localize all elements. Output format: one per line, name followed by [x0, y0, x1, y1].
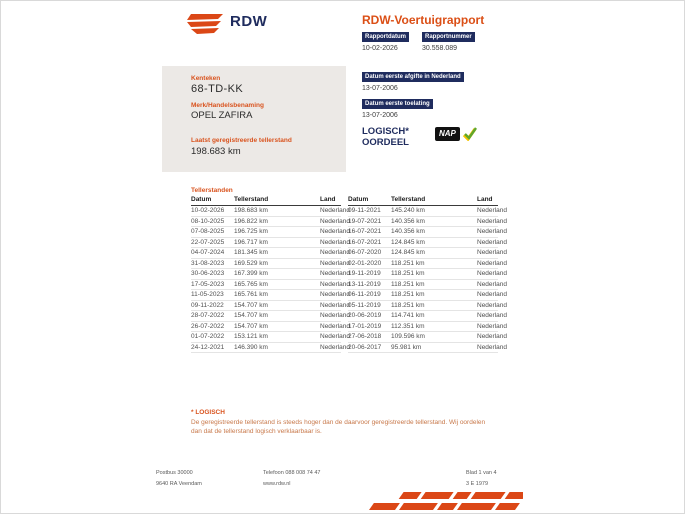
afgifte-value: 13-07-2006	[362, 85, 398, 92]
table-row	[191, 343, 350, 354]
rdw-flag-icon	[185, 11, 227, 35]
footer-phone: Telefoon 088 008 74 47	[263, 470, 321, 476]
cell-land: Nederland	[477, 312, 507, 320]
cell-land: Nederland	[477, 270, 507, 278]
cell-tellerstand: 124.845 km	[391, 238, 425, 246]
cell-datum: 11-05-2023	[191, 291, 224, 299]
tellerstanden-table-right	[348, 196, 507, 353]
table-row	[191, 269, 350, 280]
logisch-footnote-title: * LOGISCH	[191, 409, 225, 416]
cell-tellerstand: 154.707 km	[234, 301, 268, 309]
cell-land: Nederland	[320, 238, 350, 246]
kenteken-value: 68-TD-KK	[191, 83, 244, 95]
cell-land: Nederland	[477, 280, 507, 288]
cell-tellerstand: 118.251 km	[391, 270, 425, 278]
logisch-footnote-text: De geregistreerde tellerstand is steeds hoger dan de daarvoor geregistreerde tellerstand. Wij oordelen dan dat de tellerstand logisch verklaarbaar is.	[191, 419, 486, 435]
nap-logo-text: NAP	[435, 127, 460, 141]
cell-tellerstand: 153.121 km	[234, 333, 268, 341]
cell-land: Nederland	[477, 301, 507, 309]
table-row	[191, 259, 350, 270]
cell-tellerstand: 140.356 km	[391, 228, 425, 236]
cell-datum: 17-05-2023	[191, 280, 225, 288]
cell-land: Nederland	[320, 343, 350, 351]
cell-datum: 09-11-2022	[191, 301, 224, 309]
cell-land: Nederland	[477, 228, 507, 236]
cell-datum: 30-06-2023	[191, 270, 225, 278]
cell-datum: 10-02-2026	[191, 207, 225, 215]
table-row	[191, 238, 350, 249]
cell-datum: 22-07-2025	[191, 238, 225, 246]
cell-datum: 20-06-2017	[348, 343, 382, 351]
cell-land: Nederland	[320, 259, 350, 267]
toelating-label: Datum eerste toelating	[362, 99, 433, 109]
header-datum: Datum	[191, 196, 212, 203]
cell-tellerstand: 154.707 km	[234, 312, 268, 320]
cell-datum: 06-11-2019	[348, 291, 381, 299]
table-row	[348, 322, 507, 333]
cell-tellerstand: 196.725 km	[234, 228, 268, 236]
kenteken-label: Kenteken	[191, 75, 221, 82]
tellerstanden-table	[191, 196, 507, 356]
header-tellerstand: Tellerstand	[391, 196, 426, 203]
table-row	[348, 332, 507, 343]
oordeel-line2: OORDEEL	[362, 137, 409, 148]
header-land: Land	[320, 196, 336, 203]
cell-tellerstand: 118.251 km	[391, 301, 425, 309]
cell-land: Nederland	[320, 291, 350, 299]
table-row	[348, 290, 507, 301]
table-row	[348, 206, 507, 217]
table-row	[348, 238, 507, 249]
table-row	[191, 217, 350, 228]
cell-datum: 06-07-2020	[348, 249, 382, 257]
cell-land: Nederland	[320, 249, 350, 257]
header-land: Land	[477, 196, 493, 203]
toelating-value: 13-07-2006	[362, 112, 398, 119]
table-row	[348, 343, 507, 354]
header-datum: Datum	[348, 196, 369, 203]
table-row	[348, 311, 507, 322]
cell-datum: 13-11-2019	[348, 280, 381, 288]
cell-land: Nederland	[477, 207, 507, 215]
table-body-left	[191, 206, 350, 353]
cell-tellerstand: 181.345 km	[234, 249, 268, 257]
table-body-right	[348, 206, 507, 353]
cell-land: Nederland	[320, 312, 350, 320]
cell-datum: 04-07-2024	[191, 249, 225, 257]
cell-datum: 24-12-2021	[191, 343, 225, 351]
table-row	[348, 259, 507, 270]
table-row	[191, 332, 350, 343]
footer-page-number: Blad 1 van 4	[466, 470, 497, 476]
table-header-row	[191, 196, 341, 206]
rapportdatum-label: Rapportdatum	[362, 32, 409, 42]
table-row	[191, 280, 350, 291]
table-row	[191, 301, 350, 312]
laatste-tellerstand-label: Laatst geregistreerde tellerstand	[191, 137, 292, 144]
cell-datum: 19-11-2019	[348, 270, 381, 278]
cell-tellerstand: 146.390 km	[234, 343, 268, 351]
cell-land: Nederland	[320, 228, 350, 236]
table-row	[191, 248, 350, 259]
cell-land: Nederland	[477, 259, 507, 267]
cell-land: Nederland	[477, 217, 507, 225]
cell-tellerstand: 114.741 km	[391, 312, 425, 320]
cell-land: Nederland	[320, 217, 350, 225]
cell-land: Nederland	[477, 238, 507, 246]
cell-tellerstand: 198.683 km	[234, 207, 268, 215]
cell-datum: 07-08-2025	[191, 228, 225, 236]
cell-land: Nederland	[320, 270, 350, 278]
cell-land: Nederland	[477, 322, 507, 330]
cell-tellerstand: 124.845 km	[391, 249, 425, 257]
cell-datum: 16-07-2021	[348, 228, 382, 236]
cell-land: Nederland	[320, 280, 350, 288]
table-row	[348, 301, 507, 312]
nap-logo	[435, 127, 477, 141]
cell-tellerstand: 165.765 km	[234, 280, 268, 288]
footer-address-line1: Postbus 30000	[156, 470, 193, 476]
rapportdatum-value: 10-02-2026	[362, 45, 398, 52]
header-tellerstand: Tellerstand	[234, 196, 269, 203]
table-row	[191, 206, 350, 217]
cell-datum: 20-06-2019	[348, 312, 382, 320]
cell-datum: 17-01-2019	[348, 322, 382, 330]
cell-tellerstand: 109.596 km	[391, 333, 425, 341]
cell-tellerstand: 196.822 km	[234, 217, 268, 225]
rdw-stripes-decoration	[363, 490, 523, 514]
cell-datum: 31-08-2023	[191, 259, 225, 267]
cell-tellerstand: 145.240 km	[391, 207, 425, 215]
cell-land: Nederland	[320, 333, 350, 341]
merk-value: OPEL ZAFIRA	[191, 110, 253, 121]
cell-tellerstand: 118.251 km	[391, 280, 425, 288]
table-row	[191, 290, 350, 301]
cell-datum: 02-01-2020	[348, 259, 382, 267]
rapportnummer-label: Rapportnummer	[422, 32, 475, 42]
tellerstanden-table-left	[191, 196, 350, 353]
cell-land: Nederland	[320, 207, 350, 215]
cell-tellerstand: 118.251 km	[391, 291, 425, 299]
cell-land: Nederland	[477, 333, 507, 341]
cell-tellerstand: 169.529 km	[234, 259, 268, 267]
oordeel-line1: LOGISCH*	[362, 126, 409, 137]
cell-land: Nederland	[477, 249, 507, 257]
oordeel-text	[362, 126, 409, 148]
cell-tellerstand: 165.761 km	[234, 291, 268, 299]
cell-datum: 09-11-2021	[348, 207, 381, 215]
footer-form-code: 3 E 1979	[466, 481, 489, 487]
cell-tellerstand: 95.981 km	[391, 343, 422, 351]
cell-tellerstand: 118.251 km	[391, 259, 425, 267]
table-row	[348, 227, 507, 238]
page-title: RDW-Voertuigrapport	[362, 13, 485, 27]
cell-datum: 26-07-2022	[191, 322, 225, 330]
table-header-row	[348, 196, 498, 206]
cell-land: Nederland	[477, 291, 507, 299]
table-row	[348, 248, 507, 259]
cell-datum: 27-06-2018	[348, 333, 382, 341]
table-row	[191, 227, 350, 238]
cell-tellerstand: 196.717 km	[234, 238, 268, 246]
table-row	[348, 280, 507, 291]
cell-datum: 05-11-2019	[348, 301, 381, 309]
afgifte-label: Datum eerste afgifte in Nederland	[362, 72, 464, 82]
cell-land: Nederland	[477, 343, 507, 351]
table-row	[348, 269, 507, 280]
cell-datum: 28-07-2022	[191, 312, 225, 320]
cell-datum: 01-07-2022	[191, 333, 225, 341]
footer-address-line2: 9640 RA Veendam	[156, 481, 202, 487]
table-row	[348, 217, 507, 228]
footer-website-link[interactable]: www.rdw.nl	[263, 481, 291, 487]
cell-tellerstand: 167.399 km	[234, 270, 268, 278]
cell-datum: 19-07-2021	[348, 217, 382, 225]
cell-tellerstand: 140.356 km	[391, 217, 425, 225]
vehicle-summary-panel	[162, 66, 346, 172]
cell-land: Nederland	[320, 301, 350, 309]
rdw-logo-text: RDW	[230, 13, 268, 30]
tellerstanden-section-title: Tellerstanden	[191, 187, 233, 194]
cell-land: Nederland	[320, 322, 350, 330]
cell-datum: 16-07-2021	[348, 238, 382, 246]
cell-tellerstand: 154.707 km	[234, 322, 268, 330]
merk-label: Merk/Handelsbenaming	[191, 102, 264, 109]
rapportnummer-value: 30.558.089	[422, 45, 458, 52]
table-row	[191, 311, 350, 322]
table-row	[191, 322, 350, 333]
laatste-tellerstand-value: 198.683 km	[191, 146, 241, 157]
nap-check-icon	[462, 127, 477, 141]
cell-datum: 08-10-2025	[191, 217, 225, 225]
cell-tellerstand: 112.351 km	[391, 322, 425, 330]
